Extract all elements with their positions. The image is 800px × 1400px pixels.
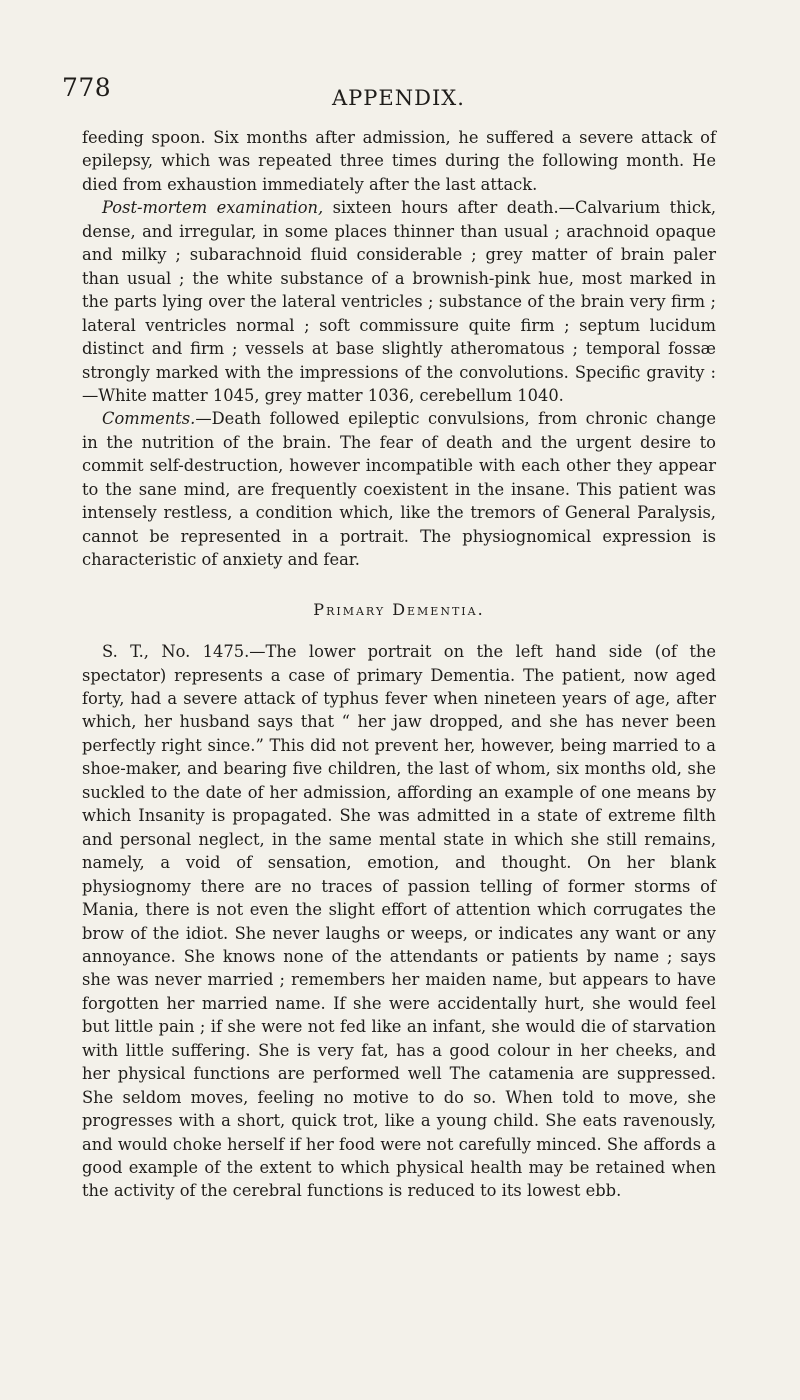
comments-text: —Death followed epileptic convulsions, from chronic change in the nutrition of the brain. The fear of death and the urgent desire to commit self-destruction, however incompatible with each other they appear to the sane mind, are frequently coexistent in the insane. This patient was intensely restless, a condition which, like the tremors of General Paralysis, cannot be represented in a portrait. The physiognomical expression is characteristic of anxiety and fear. xyxy=(82,409,716,570)
post-mortem-lead: Post-mortem examination, xyxy=(102,198,324,218)
paragraph-primary-dementia: S. T., No. 1475.—The lower portrait on the left hand side (of the spectator) represents a case of primary Dementia. The patient, now aged forty, had a severe attack of typhus fever when nineteen years of age, after which, her husband says that “ her jaw dropped, and she has never been perfectly right since.” This did not prevent her, however, being married to a shoe-maker, and bearing five children, the last of whom, six months old, she suckled to the date of her admission, affording an example of one means by which Insanity is propagated. She was admitted in a state of extreme filth and personal neglect, in the same mental state in which she still remains, namely, a void of sensation, emotion, and thought. On her blank physiognomy there are no traces of passion telling of former storms of Mania, there is not even the slight effort of attention which corrugates the brow of the idiot. She never laughs or weeps, or indicates any want or any annoyance. She knows none of the attendants or patients by name ; says she was never married ; remembers her maiden name, but appears to have forgotten her married name. If she were accidentally hurt, she would feel but little pain ; if she were not fed like an infant, she would die of starvation with little suffering. She is very fat, has a good colour in her cheeks, and her physical functions are performed well The catamenia are suppressed. She seldom moves, feeling no motive to do so. When told to move, she progresses with a short, quick trot, like a young child. She eats ravenously, and would choke herself if her food were not carefully minced. She affords a good example of the extent to which physical health may be retained when the activity of the cerebral functions is reduced to its lowest ebb. xyxy=(82,642,716,1201)
section-title-primary-dementia: Primary Dementia. xyxy=(313,599,485,619)
post-mortem-text: sixteen hours after death.—Calvarium thick, dense, and irregular, in some places thinner than usual ; arachnoid opaque and milky ; subarachnoid fluid considerable ; grey matter of brain paler than usual ; the white substance of a brownish-pink hue, most marked in the parts lying over the lateral ventricles ; substance of the brain very firm ; lateral ventricles normal ; soft commissure quite firm ; septum lucidum distinct and firm ; vessels at base slightly atheromatous ; temporal fossæ strongly marked with the impressions of the convolutions. Specific gravity :—White matter 1045, grey matter 1036, cerebellum 1040. xyxy=(82,198,716,405)
paragraph-comments xyxy=(82,407,716,571)
running-head: APPENDIX. xyxy=(332,86,465,110)
paragraph-feeding-spoon: feeding spoon. Six months after admission, he suffered a severe attack of epilepsy, which was repeated three times during the following month. He died from exhaustion immediately after the last attack. xyxy=(82,128,716,194)
page-number: 778 xyxy=(62,73,112,102)
paragraph-post-mortem xyxy=(82,196,716,407)
page-body xyxy=(82,126,716,1203)
comments-lead: Comments. xyxy=(102,409,196,429)
